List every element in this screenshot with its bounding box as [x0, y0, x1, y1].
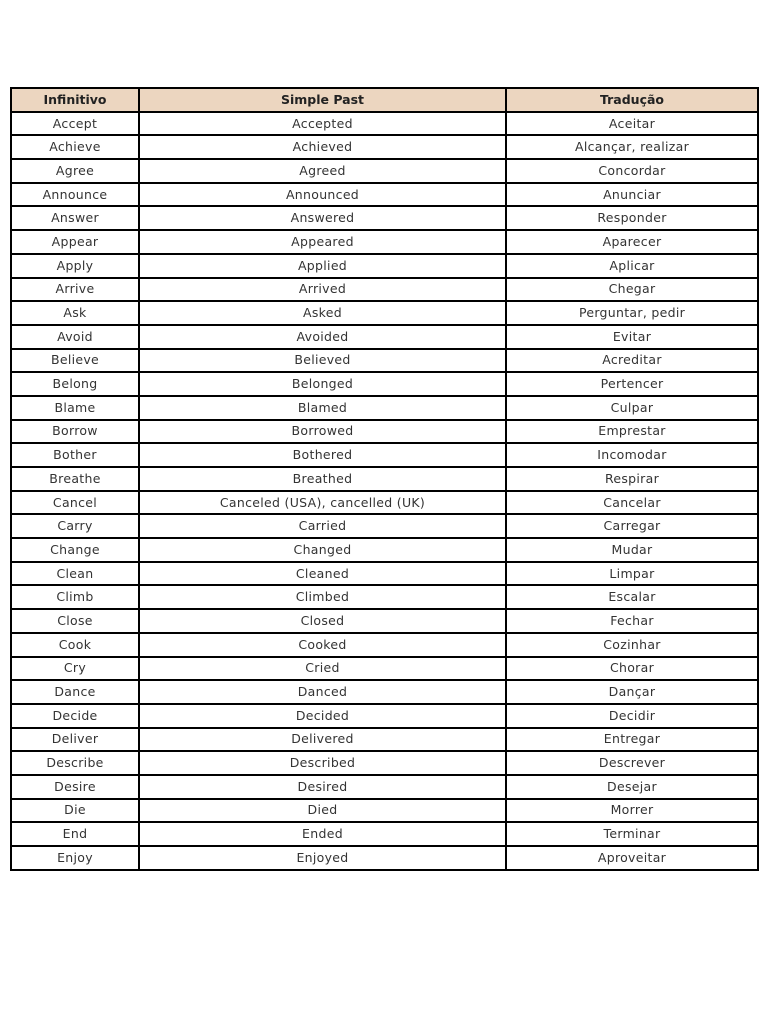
cell-simple-past: Belonged — [139, 372, 506, 396]
cell-simple-past: Delivered — [139, 728, 506, 752]
cell-infinitivo: End — [11, 822, 139, 846]
table-row — [11, 420, 758, 444]
cell-traducao: Fechar — [506, 609, 758, 633]
header-row — [11, 88, 758, 112]
cell-infinitivo: Apply — [11, 254, 139, 278]
cell-simple-past: Answered — [139, 206, 506, 230]
cell-infinitivo: Carry — [11, 514, 139, 538]
cell-simple-past: Avoided — [139, 325, 506, 349]
cell-traducao: Terminar — [506, 822, 758, 846]
cell-infinitivo: Cry — [11, 657, 139, 681]
table-row — [11, 443, 758, 467]
header-traducao: Tradução — [506, 88, 758, 112]
cell-traducao: Perguntar, pedir — [506, 301, 758, 325]
table-row — [11, 372, 758, 396]
cell-traducao: Carregar — [506, 514, 758, 538]
cell-infinitivo: Appear — [11, 230, 139, 254]
cell-infinitivo: Change — [11, 538, 139, 562]
cell-infinitivo: Borrow — [11, 420, 139, 444]
cell-traducao: Aparecer — [506, 230, 758, 254]
cell-simple-past: Applied — [139, 254, 506, 278]
cell-infinitivo: Enjoy — [11, 846, 139, 870]
cell-infinitivo: Climb — [11, 585, 139, 609]
cell-infinitivo: Deliver — [11, 728, 139, 752]
table-row — [11, 349, 758, 373]
cell-simple-past: Accepted — [139, 112, 506, 136]
table-row — [11, 301, 758, 325]
table-row — [11, 183, 758, 207]
table-row — [11, 254, 758, 278]
table-row — [11, 538, 758, 562]
cell-traducao: Culpar — [506, 396, 758, 420]
cell-simple-past: Died — [139, 799, 506, 823]
cell-infinitivo: Avoid — [11, 325, 139, 349]
cell-simple-past: Borrowed — [139, 420, 506, 444]
table-row — [11, 657, 758, 681]
header-infinitivo: Infinitivo — [11, 88, 139, 112]
table-row — [11, 775, 758, 799]
cell-infinitivo: Cancel — [11, 491, 139, 515]
cell-traducao: Descrever — [506, 751, 758, 775]
cell-simple-past: Cleaned — [139, 562, 506, 586]
cell-traducao: Escalar — [506, 585, 758, 609]
cell-simple-past: Achieved — [139, 135, 506, 159]
cell-traducao: Chorar — [506, 657, 758, 681]
cell-infinitivo: Answer — [11, 206, 139, 230]
cell-traducao: Decidir — [506, 704, 758, 728]
cell-traducao: Anunciar — [506, 183, 758, 207]
cell-simple-past: Closed — [139, 609, 506, 633]
cell-traducao: Cancelar — [506, 491, 758, 515]
cell-infinitivo: Ask — [11, 301, 139, 325]
table-row — [11, 728, 758, 752]
cell-infinitivo: Decide — [11, 704, 139, 728]
cell-simple-past: Cooked — [139, 633, 506, 657]
cell-infinitivo: Believe — [11, 349, 139, 373]
cell-infinitivo: Die — [11, 799, 139, 823]
table-row — [11, 609, 758, 633]
table-row — [11, 680, 758, 704]
cell-simple-past: Ended — [139, 822, 506, 846]
cell-traducao: Mudar — [506, 538, 758, 562]
cell-simple-past: Described — [139, 751, 506, 775]
cell-simple-past: Agreed — [139, 159, 506, 183]
table-row — [11, 585, 758, 609]
cell-simple-past: Desired — [139, 775, 506, 799]
cell-infinitivo: Close — [11, 609, 139, 633]
table-row — [11, 230, 758, 254]
table-row — [11, 491, 758, 515]
cell-traducao: Pertencer — [506, 372, 758, 396]
cell-simple-past: Blamed — [139, 396, 506, 420]
cell-simple-past: Breathed — [139, 467, 506, 491]
cell-traducao: Morrer — [506, 799, 758, 823]
table-header — [11, 88, 758, 112]
cell-simple-past: Canceled (USA), cancelled (UK) — [139, 491, 506, 515]
table-row — [11, 467, 758, 491]
cell-simple-past: Carried — [139, 514, 506, 538]
cell-simple-past: Enjoyed — [139, 846, 506, 870]
cell-simple-past: Climbed — [139, 585, 506, 609]
table-row — [11, 514, 758, 538]
table-row — [11, 562, 758, 586]
table-row — [11, 325, 758, 349]
cell-infinitivo: Announce — [11, 183, 139, 207]
cell-traducao: Aceitar — [506, 112, 758, 136]
table-row — [11, 704, 758, 728]
cell-simple-past: Danced — [139, 680, 506, 704]
cell-infinitivo: Agree — [11, 159, 139, 183]
cell-traducao: Concordar — [506, 159, 758, 183]
cell-infinitivo: Arrive — [11, 278, 139, 302]
cell-traducao: Acreditar — [506, 349, 758, 373]
cell-traducao: Aproveitar — [506, 846, 758, 870]
cell-infinitivo: Clean — [11, 562, 139, 586]
cell-infinitivo: Belong — [11, 372, 139, 396]
table-row — [11, 135, 758, 159]
cell-simple-past: Arrived — [139, 278, 506, 302]
cell-simple-past: Bothered — [139, 443, 506, 467]
cell-simple-past: Cried — [139, 657, 506, 681]
cell-traducao: Aplicar — [506, 254, 758, 278]
cell-traducao: Chegar — [506, 278, 758, 302]
cell-infinitivo: Desire — [11, 775, 139, 799]
table-row — [11, 846, 758, 870]
verb-table — [10, 87, 759, 871]
cell-simple-past: Believed — [139, 349, 506, 373]
cell-simple-past: Announced — [139, 183, 506, 207]
table-row — [11, 633, 758, 657]
header-simple-past: Simple Past — [139, 88, 506, 112]
cell-traducao: Desejar — [506, 775, 758, 799]
cell-simple-past: Asked — [139, 301, 506, 325]
cell-infinitivo: Cook — [11, 633, 139, 657]
cell-traducao: Limpar — [506, 562, 758, 586]
cell-infinitivo: Bother — [11, 443, 139, 467]
table-row — [11, 112, 758, 136]
table-row — [11, 396, 758, 420]
table-row — [11, 799, 758, 823]
table-row — [11, 159, 758, 183]
cell-simple-past: Changed — [139, 538, 506, 562]
table-row — [11, 822, 758, 846]
cell-traducao: Alcançar, realizar — [506, 135, 758, 159]
table-row — [11, 278, 758, 302]
cell-infinitivo: Breathe — [11, 467, 139, 491]
cell-traducao: Cozinhar — [506, 633, 758, 657]
cell-simple-past: Decided — [139, 704, 506, 728]
table-row — [11, 206, 758, 230]
cell-traducao: Respirar — [506, 467, 758, 491]
cell-infinitivo: Achieve — [11, 135, 139, 159]
cell-traducao: Evitar — [506, 325, 758, 349]
table-body — [11, 112, 758, 870]
cell-traducao: Entregar — [506, 728, 758, 752]
cell-infinitivo: Describe — [11, 751, 139, 775]
cell-traducao: Incomodar — [506, 443, 758, 467]
table-row — [11, 751, 758, 775]
cell-infinitivo: Dance — [11, 680, 139, 704]
cell-traducao: Responder — [506, 206, 758, 230]
cell-infinitivo: Accept — [11, 112, 139, 136]
cell-traducao: Dançar — [506, 680, 758, 704]
cell-simple-past: Appeared — [139, 230, 506, 254]
cell-infinitivo: Blame — [11, 396, 139, 420]
cell-traducao: Emprestar — [506, 420, 758, 444]
